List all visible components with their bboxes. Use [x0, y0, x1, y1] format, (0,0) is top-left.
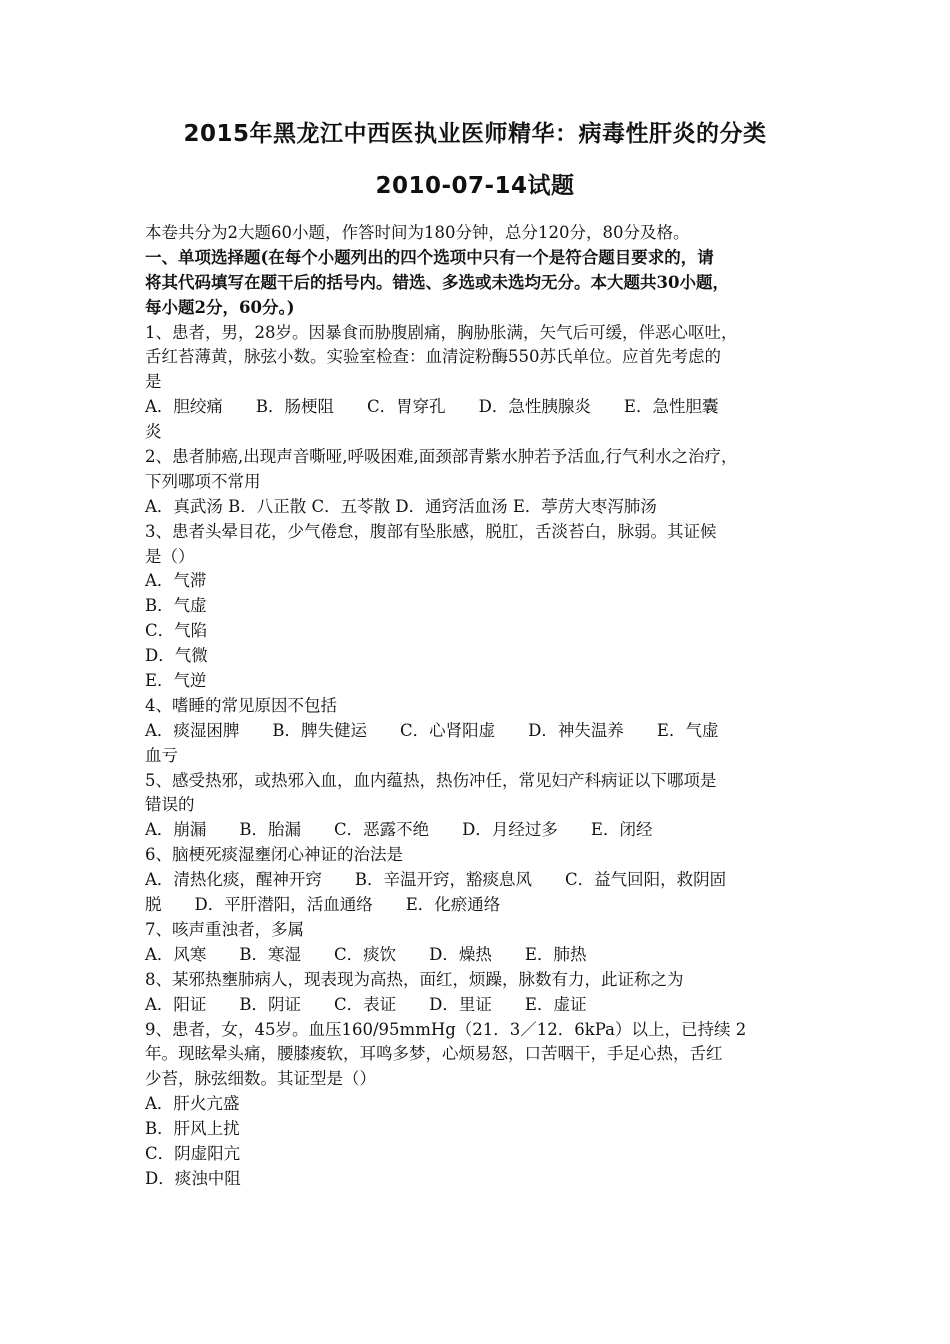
question-6-line: 6、脑梗死痰湿壅闭心神证的治法是: [145, 845, 403, 865]
question-4-line: 4、嗜睡的常见原因不包括: [145, 695, 337, 715]
question-1-line: 是: [145, 372, 162, 392]
document-subtitle: 2010-07-14试题: [375, 173, 575, 199]
question-3-option: D．气微: [145, 646, 208, 666]
question-5-line: 错误的: [145, 795, 195, 815]
question-9-option: C．阴虚阳亢: [145, 1143, 241, 1163]
intro-text: 本卷共分为2大题60小题，作答时间为180分钟，总分120分，80分及格。: [145, 223, 690, 242]
question-9-option: B．肝风上扰: [145, 1119, 240, 1139]
question-9-option: A．肝火亢盛: [145, 1094, 240, 1114]
section-heading-line: 一、单项选择题(在每个小题列出的四个选项中只有一个是符合题目要求的，请: [145, 247, 714, 267]
question-7-options: A．风寒 B．寒湿 C．痰饮 D．燥热 E．肺热: [145, 944, 587, 964]
question-8-line: 8、某邪热壅肺病人，现表现为高热，面红，烦躁，脉数有力，此证称之为: [145, 969, 684, 989]
section-heading-line: 将其代码填写在题干后的括号内。错选、多选或未选均无分。本大题共30小题，: [145, 272, 729, 292]
question-3-option: C．气陷: [145, 621, 208, 641]
question-9-line: 年。现眩晕头痛，腰膝痠软，耳鸣多梦，心烦易怒，口苦咽干，手足心热，舌红: [145, 1044, 723, 1064]
question-5-options: A．崩漏 B．胎漏 C．恶露不绝 D．月经过多 E．闭经: [145, 820, 653, 840]
document-body: [145, 221, 813, 1192]
question-1-line: 舌红苔薄黄，脉弦小数。实验室检查：血清淀粉酶550苏氏单位。应首先考虑的: [145, 347, 721, 367]
question-3-option: E．气逆: [145, 671, 207, 691]
question-8-options: A．阳证 B．阴证 C．表证 D．里证 E．虚证: [145, 994, 587, 1014]
question-1-options: 炎: [145, 422, 162, 442]
question-6-options: 脱 D．平肝潜阳，活血通络 E．化瘀通络: [145, 895, 501, 915]
section-heading-line: 每小题2分，60分。): [145, 297, 295, 317]
question-6-options: A．清热化痰，醒神开窍 B．辛温开窍，豁痰息风 C．益气回阳，救阴固: [145, 870, 727, 890]
question-3-line: 3、患者头晕目花，少气倦怠，腹部有坠胀感，脱肛，舌淡苔白，脉弱。其证候: [145, 521, 717, 541]
question-2-line: 2、患者肺癌,出现声音嘶哑,呼吸困难,面颈部青紫水肿若予活血,行气利水之治疗，: [145, 447, 738, 467]
question-2-line: 下列哪项不常用: [145, 471, 261, 491]
question-3-option: B．气虚: [145, 596, 207, 616]
question-7-line: 7、咳声重浊者，多属: [145, 919, 304, 939]
question-4-options: 血亏: [145, 745, 178, 765]
question-1-options: A．胆绞痛 B．肠梗阻 C．胃穿孔 D．急性胰腺炎 E．急性胆囊: [145, 397, 719, 417]
question-4-options: A．痰湿困脾 B．脾失健运 C．心肾阳虚 D．神失温养 E．气虚: [145, 720, 719, 740]
document-title: 2015年黑龙江中西医执业医师精华：病毒性肝炎的分类: [183, 121, 767, 147]
question-3-option: A．气滞: [145, 571, 207, 591]
question-5-line: 5、感受热邪，或热邪入血，血内蕴热，热伤冲任，常见妇产科病证以下哪项是: [145, 770, 717, 790]
question-9-line: 少苔，脉弦细数。其证型是（）: [145, 1069, 376, 1089]
question-9-line: 9、患者，女，45岁。血压160/95mmHg（21．3／12．6kPa）以上，已持续 2: [145, 1019, 747, 1039]
question-9-option: D．痰浊中阻: [145, 1168, 241, 1188]
question-3-line: 是（）: [145, 546, 195, 566]
question-2-options: A．真武汤 B．八正散 C．五苓散 D．通窍活血汤 E．葶苈大枣泻肺汤: [145, 496, 657, 516]
question-1-line: 1、患者，男，28岁。因暴食而胁腹剧痛，胸胁胀满，矢气后可缓，伴恶心呕吐，: [145, 322, 738, 342]
